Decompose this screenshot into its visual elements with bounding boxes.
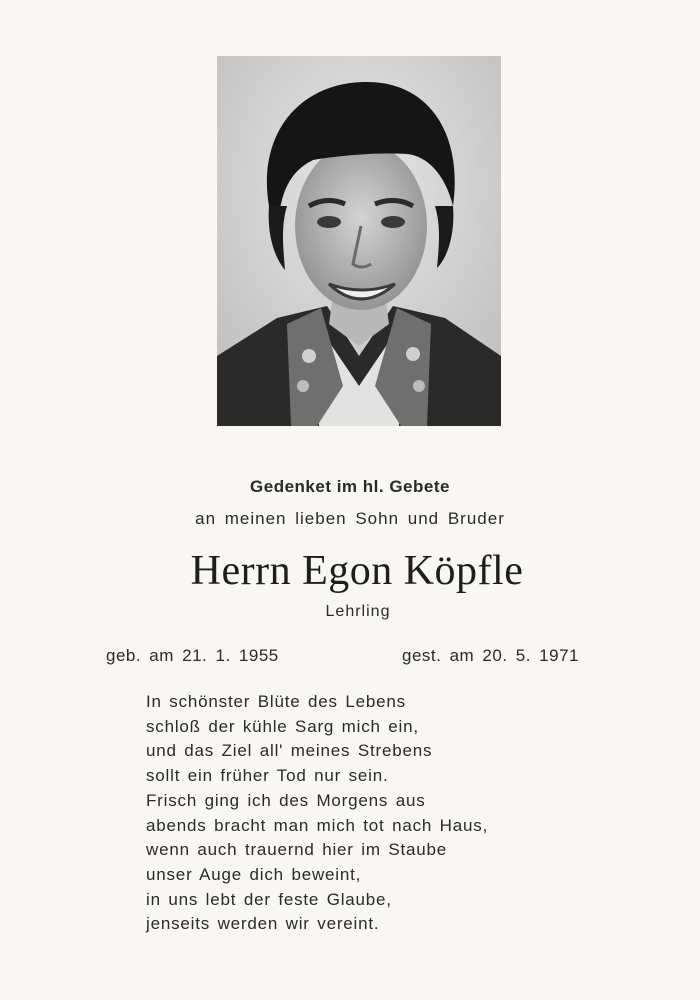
poem-line: jenseits werden wir vereint. [146,914,380,934]
poem-line: abends bracht man mich tot nach Haus, [146,815,489,835]
portrait-photo [217,56,501,426]
poem-line: wenn auch trauernd hier im Staube [146,840,448,860]
poem-line: in uns lebt der feste Glaube, [146,889,392,909]
occupation: Lehrling [325,603,391,620]
poem-line: Frisch ging ich des Morgens aus [146,790,426,810]
deceased-name: Herrn Egon Köpfle [190,548,524,594]
poem-line: und das Ziel all' meines Strebens [146,741,433,761]
memorial-heading: Gedenket im hl. Gebete [250,477,450,496]
death-date: gest. am 20. 5. 1971 [402,646,579,665]
poem-line: unser Auge dich beweint, [146,864,362,884]
dedication-line: an meinen lieben Sohn und Bruder [195,509,505,528]
portrait-icon [217,56,501,426]
poem-line: In schönster Blüte des Lebens [146,692,406,711]
poem-line: schloß der kühle Sarg mich ein, [146,716,419,736]
memorial-poem [146,690,626,937]
birth-date: geb. am 21. 1. 1955 [106,646,279,665]
poem-line: sollt ein früher Tod nur sein. [146,766,389,786]
